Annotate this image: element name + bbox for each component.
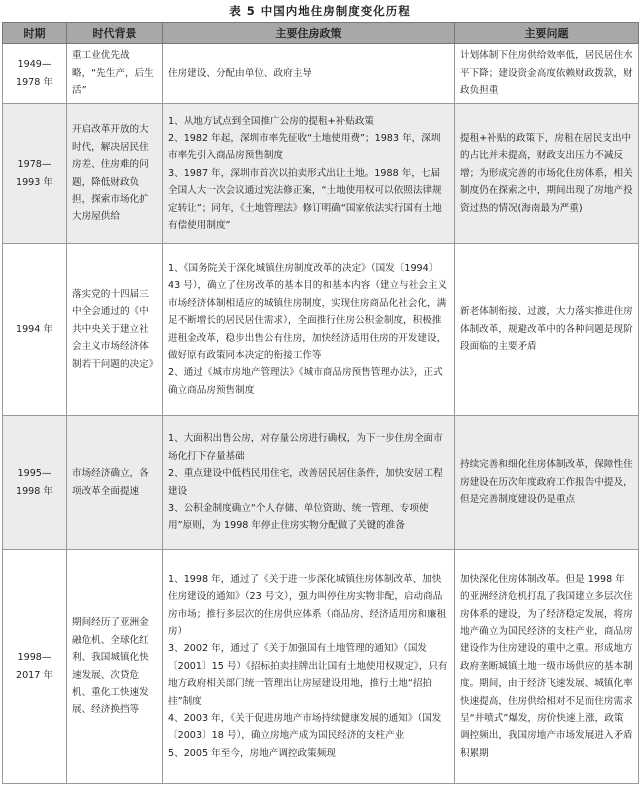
period-cell: 1994 年 — [3, 244, 67, 416]
issue-cell: 加快深化住房体制改革。但是 1998 年的亚洲经济危机打乱了我国建立多层次住房体系的建设，为了经济稳定发展，将房地产确立为国民经济的支柱产业，商品房建设作为住房建设的重中之重。形成地方政府垄断城镇土地一级市场供应的基本制度。期间，由于经济飞速发展、城镇化率快速提高，住房供给相对不足而住房需求呈“井喷式”爆发，房价快速上涨，政策调控频出，我国房地产市场发展进入矛盾积累期 — [455, 550, 639, 784]
issue-cell: 计划体制下住房供给效率低，居民居住水平下降；建设资金高度依赖财政拨款，财政负担重 — [455, 44, 639, 104]
policy-item: 2、重点建设中低档民用住宅，改善居民居住条件，加快安居工程建设 — [168, 468, 443, 497]
policy-item: 住房建设、分配由单位、政府主导 — [168, 67, 312, 79]
period-cell: 1995—1998 年 — [3, 416, 67, 550]
header-background: 时代背景 — [67, 23, 163, 44]
background-cell: 期间经历了亚洲金融危机、全球化红利、我国城镇化快速发展、次贷危机、重化工快速发展、经济换挡等 — [67, 550, 163, 784]
table-row — [3, 550, 639, 784]
header-policy: 主要住房政策 — [163, 23, 455, 44]
table-header-row — [3, 23, 639, 44]
header-period: 时期 — [3, 23, 67, 44]
policy-item: 1、大面积出售公房，对存量公房进行确权，为下一步住房全面市场化打下存量基础 — [168, 433, 443, 462]
header-issue: 主要问题 — [455, 23, 639, 44]
background-cell: 落实党的十四届三中全会通过的《中共中央关于建立社会主义市场经济体制若干问题的决定》 — [67, 244, 163, 416]
background-cell: 开启改革开放的大时代，解决居民住房差、住房难的问题，降低财政负担，探索市场化扩大房屋供给 — [67, 104, 163, 244]
period-cell: 1978—1993 年 — [3, 104, 67, 244]
table-row — [3, 416, 639, 550]
issue-cell: 提租+补贴的政策下，房租在居民支出中的占比并未提高，财政支出压力不减反增；为形成完善的市场化住房体系，相关制度仍在探索之中，期间出现了房地产投资过热的情况(海南最为严重) — [455, 104, 639, 244]
policy-item: 2、1982 年起，深圳市率先征收“土地使用费”；1983 年，深圳市率先引入商品房预售制度 — [168, 132, 441, 162]
background-cell: 市场经济确立，各项改革全面提速 — [67, 416, 163, 550]
policy-item: 4、2003 年，《关于促进房地产市场持续健康发展的通知》（国发〔2003〕18 号），确立房地产成为国民经济的支柱产业 — [168, 713, 442, 742]
housing-policy-table — [2, 22, 639, 784]
issue-cell: 持续完善和细化住房体制改革，保障性住房建设在历次年度政府工作报告中提及，但是完善制度建设仍是重点 — [455, 416, 639, 550]
issue-cell: 新老体制衔接、过渡，大力落实推进住房体制改革，规避改革中的各种问题是现阶段面临的主要矛盾 — [455, 244, 639, 416]
policy-cell — [163, 44, 455, 104]
policy-item: 3、2002 年，通过了《关于加强国有土地管理的通知》（国发〔2001〕15 号）《招标拍卖挂牌出让国有土地使用权规定》，只有地方政府相关部门统一管理出让房屋建设用地，推行土地“招拍挂”制度 — [168, 643, 448, 707]
policy-item: 3、1987 年，深圳市首次以拍卖形式出让土地。1988 年，七届全国人大一次会议通过宪法修正案，“土地使用权可以依照法律规定转让”；同年，《土地管理法》修订明确“国家依法实行国有土地有偿使用制度” — [168, 167, 442, 232]
policy-cell — [163, 550, 455, 784]
policy-cell — [163, 416, 455, 550]
policy-cell — [163, 104, 455, 244]
policy-item: 1、从地方试点到全国推广公房的提租+补贴政策 — [168, 115, 375, 127]
table-caption: 表 5 中国内地住房制度变化历程 — [229, 4, 411, 18]
policy-cell — [163, 244, 455, 416]
table-row — [3, 44, 639, 104]
policy-item: 1、1998 年，通过了《关于进一步深化城镇住房体制改革、加快住房建设的通知》（23 号文），强力叫停住房实物非配，启动商品房市场；推行多层次的住房供应体系（商品房、经济适用房和廉租房） — [168, 573, 447, 637]
table-row — [3, 104, 639, 244]
policy-item: 1、《国务院关于深化城镇住房制度改革的决定》（国发〔1994〕43 号），确立了住房改革的基本目的和基本内容（建立与社会主义市场经济体制相适应的城镇住房制度，实现住房商品化社会化，满足不断增长的居民居住需求），全面推行住房公积金制度，积极推进租金改革，稳步出售公有住房，加快经济适用住房的开发建设，做好原有政策同本决定的衔接工作等 — [168, 262, 448, 361]
policy-item: 3、公积金制度确立“个人存储、单位资助、统一管理、专项使用”原则，为 1998 年停止住房实物分配做了关键的准备 — [168, 502, 429, 532]
period-cell: 1998—2017 年 — [3, 550, 67, 784]
period-cell: 1949—1978 年 — [3, 44, 67, 104]
policy-item: 2、通过《城市房地产管理法》《城市商品房预售管理办法》，正式确立商品房预售制度 — [168, 367, 443, 396]
table-row — [3, 244, 639, 416]
background-cell: 重工业优先战略，“先生产，后生活” — [67, 44, 163, 104]
policy-item: 5、2005 年至今，房地产调控政策频现 — [168, 747, 336, 759]
